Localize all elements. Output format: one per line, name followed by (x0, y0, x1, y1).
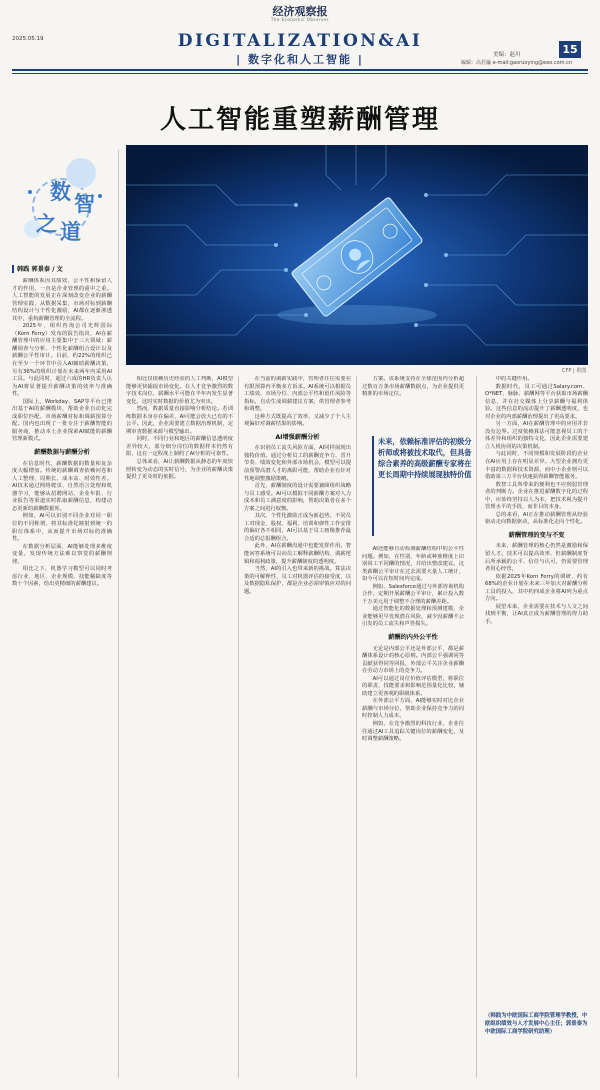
page-header (0, 0, 600, 98)
article-column-1 (12, 278, 112, 1078)
column-divider (476, 376, 477, 1078)
paragraph: 通过智能化的数据处理和预测建模，企业能够更早发现潜在风险，减少因薪酬不公引发的员工流失和声誉损失。 (362, 606, 464, 628)
article-column-3 (244, 376, 351, 1078)
section-subtitle-text: 数字化和人工智能 (248, 53, 352, 66)
paragraph: 国际上，Workday、SAP等平台已推出基于AI的薪酬模块，帮助企业自动化完成职位匹配、市场薪酬对标和调薪预算分配。国内也出现了一批专注于薪酬智能的服务商，推动本土企业探索AI赋能的薪酬管理新模式。 (12, 398, 112, 443)
paragraph: 在信息时代，薪酬数据的数量和复杂度大幅增加。传统的薪酬调查依赖问卷和人工整理，周期长、成本高、时效性差。AI技术通过网络爬虫、自然语言处理和机器学习，能够从招聘网站、企业年报、行业报告等渠道实时抓取薪酬信息，构建动态更新的薪酬数据库。 (12, 460, 112, 512)
article-column-4 (362, 546, 464, 1078)
column-divider (118, 150, 119, 1078)
paragraph: 当然，AI的引入也带来新的挑战。算法决策的可解释性、员工对机器评估的接受度，以及数据隐私保护，都是企业必须审慎应对的问题。 (244, 566, 351, 595)
paragraph: AI可以通过岗位价值评估模型，将职位的职责、技能要求和影响范围量化比较，辅助建立更客观的职级体系。 (362, 675, 464, 697)
article-headline: 人工智能重塑薪酬管理 (159, 105, 440, 135)
paragraph: 例如，AI可以识别不同企业对同一职位的不同称谓，将其标准化映射到统一的职位体系中，从而提升市场对标的准确性。 (12, 513, 112, 543)
author-note: （韩践为中欧国际工商学院管理学教授，中欧组织绩效与人才发展中心主任；郭景泰为中欧国际工商学院研究助理） (485, 1013, 588, 1035)
page-number: 15 (559, 41, 581, 58)
paragraph: 总的来看，AI正在推动薪酬管理从经验驱动走向数据驱动，从标准化走向个性化。 (485, 511, 588, 526)
article-photo (126, 145, 588, 365)
logo-dot (28, 190, 32, 194)
subheading: AI增强薪酬分析 (275, 433, 320, 441)
bracket-left-icon: | (236, 53, 243, 66)
paragraph: 另一方面，AI在薪酬管理中的应用并非没有边界。过度依赖算法可能忽视员工的个体差异和组织的独特文化，因此企业需要建立人机协同的决策机制。 (485, 421, 588, 450)
bracket-right-icon: | (357, 53, 364, 66)
pull-quote (372, 436, 474, 538)
article-column-2 (126, 376, 233, 1078)
logo-dot (98, 194, 102, 198)
paragraph: 相比仅依赖历史经验的人工判断，AI模型能够更快捕捉市场变化。在人才竞争激烈的数字技术岗位，薪酬水平可能在半年内发生显著变化，这时实时数据的价值尤为突出。 (126, 376, 233, 405)
column-logo (20, 150, 112, 258)
byline (12, 264, 112, 274)
logo-char: 道 (60, 219, 81, 244)
photo-credit: CFP | 供图 (562, 368, 587, 374)
pull-quote-bar (372, 436, 374, 536)
paper-name-en: The Economic Observer (270, 17, 330, 22)
subheading: 薪酬的内外公平性 (388, 634, 438, 642)
paragraph: 此外，AI在薪酬沟通中也能发挥作用。智能问答系统可以向员工解释薪酬结构、调薪逻辑和福利政策，提升薪酬制度的透明度。 (244, 543, 351, 565)
paper-name: 经济观察报 (272, 5, 328, 18)
logo-char: 数 (50, 179, 71, 204)
byline-text: 韩践 郭景泰 / 文 (17, 266, 63, 273)
logo-char: 之 (36, 211, 57, 236)
logo-char: 智 (74, 191, 95, 216)
paragraph: 数据时代，员工可通过Salary.com、O*NET、脉脉、薪酬网等平台获取市场薪酬信息，并在社交媒体上分享薪酬与福利体验。这些信息的流动提升了薪酬透明度，也对企业的内部薪酬治理提出了更高要求。 (485, 383, 588, 420)
paragraph: 例如，Salesforce通过与外部咨询机构合作，定期开展薪酬公平审计，累计投入数千万美元用于调整不合理的薪酬差距。 (362, 583, 464, 605)
article-column-6 (485, 376, 588, 1008)
paragraph: 与此同时，不同规模和发展阶段的企业在AI应用上存在明显差异。大型企业拥有更丰富的数据和技术资源，而中小企业则可以借助第三方平台快速获得薪酬智能服务。 (485, 451, 588, 481)
paragraph: 然而，数据质量直接影响分析结论。若训练数据本身存在偏差，AI可能会放大已有的不公平。因此，企业需要建立数据治理机制，定期审查数据来源与模型输出。 (126, 406, 233, 435)
paragraph: 其次，个性化激励正成为新趋势。不同员工对现金、股权、福利、培训和弹性工作安排的偏好各不相同，AI可以基于员工画像推荐最合适的总报酬组合。 (244, 513, 351, 542)
paragraph: 依据2025年Korn Ferry的调研，约有68%的企业计划在未来三年加大对薪酬分析工具的投入，其中约四成企业将AI列为重点方向。 (485, 573, 588, 603)
paragraph: 无论是内部公平还是外部公平，都是薪酬体系设计的核心原则。内部公平强调同等贡献获得同等回报，外部公平关注企业薪酬在劳动力市场上的竞争力。 (362, 645, 464, 675)
paragraph: 薪酬体系因其绩效、公平性和保留人才的作用，一直是企业管理的重中之重。人工智能的发展正在深刻改变企业的薪酬管理实践，从数据采集、市场对标到薪酬结构设计与个性化激励，AI都在逐渐渗透其中，重构薪酬管理的全流程。 (12, 278, 112, 322)
paragraph: 在当前的调薪实践中，管理者往往需要在有限预算内平衡多方诉求。AI系统可以根据员工绩效、市场分位、内部公平性和留任风险等指标，自动生成调薪建议方案，供管理者参考和调整。 (244, 376, 351, 413)
paragraph: AI还能够自动检测薪酬结构中的公平性问题。例如，在性别、年龄或种族维度上识别同工不同酬的情况，并给出整改建议。这类薪酬公平审计在过去需要大量人工统计，如今可以在短时间内完成。 (362, 546, 464, 583)
paragraph: 同时，不同行业和地区的薪酬信息透明度差异较大，部分细分岗位的数据样本仍然有限，这在一定程度上制约了AI分析的可靠性。 (126, 436, 233, 458)
section-title: DIGITALIZATION&AI (177, 31, 423, 51)
paragraph: 在识别员工流失风险方面，AI同样展现出独特价值。通过分析员工的薪酬竞争力、晋升节奏、绩效变化和外部市场机会，模型可以提前预警高潜人才的离职可能，帮助企业有针对性地调整激励策略。 (244, 445, 351, 482)
header-rule-thin (12, 73, 588, 74)
paragraph: 总体来看，AI让薪酬数据从静态的年度快照转变为动态的实时信号，为企业的薪酬决策提供了更及时的依据。 (126, 459, 233, 481)
editor-contact: 编辑：高若瀛 e-mail:gaoruoying@eeo.com.cn (461, 60, 573, 66)
paragraph: 展望未来，企业需要在技术与人文之间找到平衡，让AI真正成为薪酬管理的得力助手。 (485, 603, 588, 625)
paragraph: 相比之下，机器学习模型可以同时考虑行业、地区、企业规模、技能稀缺度等数十个因素，给出更精细的薪酬建议。 (12, 566, 112, 588)
subheading: 薪酬管理的变与不变 (508, 531, 565, 539)
subheading: 薪酬数据与薪酬分析 (34, 449, 90, 457)
paragraph: 2025年，组织咨询公司光辉国际（Korn Ferry）发布的报告指出，AI在薪酬管理中的应用主要集中于三大领域：薪酬调查与分析、个性化薪酬组合设计以及薪酬公平性审计。目前，约22%的组织已在至少一个环节中引入AI辅助薪酬决策，另有36%的组织计划在未来两年内采用AI工具。与此同时，超过六成的HR负责人认为AI将显著提升薪酬决策的效率与准确性。 (12, 323, 112, 398)
column-divider (356, 376, 357, 1078)
dollar-circuit-illustration (126, 145, 588, 365)
paragraph: 首先，薪酬制度的设计需要兼顾组织战略与员工感受。AI可以模拟不同薪酬方案对人力成本和员工满意度的影响，帮助决策者在多个方案之间进行权衡。 (244, 483, 351, 512)
paragraph: 中的关键作用。 (495, 376, 533, 382)
paragraph: 在数据分析层面，AI能够处理多维度变量，发现传统方法难以察觉的薪酬规律。 (12, 543, 112, 565)
issue-date: 2025.05.19 (12, 36, 44, 42)
paragraph: 例如，在竞争激烈的科技行业，企业往往通过AI工具追踪关键岗位的薪酬变化，及时调整薪酬策略。 (362, 721, 464, 743)
pull-quote-text: 未来，依赖标准评估的初级分析师或将被技术取代，但具备综合素养的高级薪酬专家将在更长周期中持续展现独特价值 (378, 437, 472, 479)
byline-bar (12, 265, 14, 273)
column-divider (238, 376, 239, 1078)
header-rule (12, 69, 588, 71)
paragraph: 未来，薪酬管理的核心仍然是激励和保留人才。技术可以提高效率，但薪酬制度背后所承载的公平、信任与认可，仍需要管理者用心经营。 (485, 543, 588, 573)
edition-designer: 美编：赵川 (493, 52, 521, 58)
paragraph: 方案。该系统支持在全球范围内分析超过数百万条市场薪酬数据点，为企业提供更精准的市场定位。 (362, 376, 464, 398)
paragraph: 数智工具所带来的便利也不应削弱管理者的判断力。企业在推进薪酬数字化的过程中，应始终坚持以人为本，把技术视为提升管理水平的手段，而非目的本身。 (485, 481, 588, 511)
article-column-4-top (362, 376, 464, 430)
paragraph: 在外部公平方面，AI能够实时对比企业薪酬与市场分位，帮助企业保持竞争力的同时控制人力成本。 (362, 698, 464, 720)
paragraph: 这种方式既提高了效率，又减少了个人主观偏好对调薪结果的影响。 (244, 413, 351, 428)
